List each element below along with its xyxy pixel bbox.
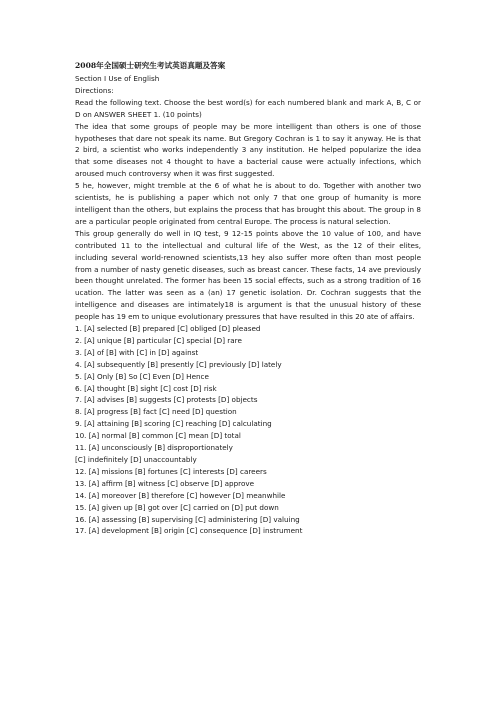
question-option: 6. [A] thought [B] sight [C] cost [D] risk: [75, 383, 217, 393]
passage-paragraph: 5 he, however, might tremble at the 6 of what he is about to do. Together with another two scientists, he is publishing a paper which not only 7 that one group of humanity is more intelligent than the others, but explains the process that has brought this about. The group in 8 are a particular people originated from central Europe. The process is natural selection.: [75, 181, 421, 226]
question-option: 2. [A] unique [B] particular [C] special [D] rare: [75, 335, 242, 345]
question-option: 1. [A] selected [B] prepared [C] obliged [D] pleased: [75, 324, 261, 334]
question-option: 10. [A] normal [B] common [C] mean [D] total: [75, 431, 241, 441]
document-page: [75, 60, 421, 537]
question-option: 3. [A] of [B] with [C] in [D] against: [75, 347, 199, 357]
question-option: 13. [A] affirm [B] witness [C] observe [D] approve: [75, 478, 255, 488]
question-option: 4. [A] subsequently [B] presently [C] previously [D] lately: [75, 359, 282, 369]
question-option: 8. [A] progress [B] fact [C] need [D] question: [75, 407, 237, 417]
question-option: 9. [A] attaining [B] scoring [C] reaching [D] calculating: [75, 419, 272, 429]
question-option: 12. [A] missions [B] fortunes [C] interests [D] careers: [75, 466, 267, 476]
document-title: 2008年全国硕士研究生考试英语真题及答案: [75, 61, 226, 70]
question-option: 5. [A] Only [B] So [C] Even [D] Hence: [75, 371, 209, 381]
question-option: 11. [A] unconsciously [B] disproportionately: [75, 443, 233, 453]
passage-paragraph: This group generally do well in IQ test, 9 12-15 points above the 10 value of 100, and have contributed 11 to the intellectual and cultural life of the West, as the 12 of their elites, including several world-renowned scientists,13 hey also suffer more often than most people from a number of nasty genetic diseases, such as breast cancer. These facts, 14 ave previously been thought unrelated. The former has been 15 social effects, such as a strong tradition of 16 ucation. The latter was seen as a (an) 17 genetic isolation. Dr. Cochran suggests that the intelligence and diseases are intimately18 is argument is that the unusual history of these people has 19 em to unique evolutionary pressures that have resulted in this 20 ate of affairs.: [75, 228, 421, 322]
directions-text: Read the following text. Choose the best word(s) for each numbered blank and mark A, B, C or D on ANSWER SHEET 1. (10 points): [75, 97, 421, 119]
section-heading: Section I Use of English: [75, 74, 160, 83]
question-option: 7. [A] advises [B] suggests [C] protests [D] objects: [75, 395, 258, 405]
question-option: 16. [A] assessing [B] supervising [C] administering [D] valuing: [75, 514, 300, 524]
directions-label: Directions:: [75, 85, 114, 95]
question-options-list: [75, 323, 421, 537]
question-option: 17. [A] development [B] origin [C] consequence [D] instrument: [75, 526, 303, 536]
passage-paragraph: The idea that some groups of people may be more intelligent than others is one of those hypotheses that dare not speak its name. But Gregory Cochran is 1 to say it anyway. He is that 2 bird, a scientist who works independently 3 any institution. He helped popularize the idea that some diseases not 4 thought to have a bacterial cause were actually infections, which aroused much controversy when it was first suggested.: [75, 121, 421, 179]
question-option: 14. [A] moreover [B] therefore [C] however [D] meanwhile: [75, 490, 286, 500]
question-option: [C] indefinitely [D] unaccountably: [75, 455, 197, 464]
question-option: 15. [A] given up [B] got over [C] carried on [D] put down: [75, 502, 279, 512]
